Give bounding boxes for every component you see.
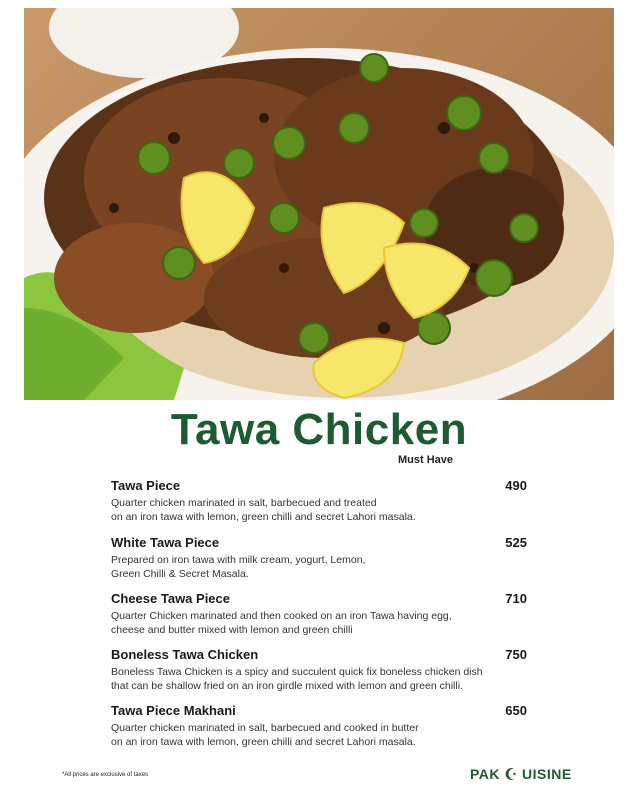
menu-item [111,703,531,749]
item-price: 650 [505,703,527,718]
brand-logo [470,766,572,782]
item-name: Cheese Tawa Piece [111,591,230,606]
item-description-line: on an iron tawa with lemon, green chilli and secret Lahori masala. [111,735,416,748]
brand-logo-text-right: UISINE [522,766,572,782]
item-description [111,554,491,581]
crescent-icon [504,767,518,781]
hero-food-photo [24,8,614,400]
menu-item [111,535,531,581]
item-description [111,610,491,637]
page-subtitle: Must Have [398,454,454,466]
item-description-line: cheese and butter mixed with lemon and green chilli [111,623,353,636]
item-description-line: Boneless Tawa Chicken is a spicy and succulent quick fix boneless chicken dish [111,666,483,678]
brand-logo-text-left: PAK [470,766,501,782]
item-name: Tawa Piece Makhani [111,703,236,718]
item-price: 750 [505,647,527,662]
item-description-line: Quarter chicken marinated in salt, barbecued and treated [111,497,377,509]
item-price: 710 [505,591,527,606]
item-price: 490 [505,478,527,493]
item-description-line: Quarter chicken marinated in salt, barbecued and cooked in butter [111,722,419,734]
tawa-chicken-illustration [24,8,614,400]
item-description [111,722,491,749]
item-description-line: Green Chilli & Secret Masala. [111,567,249,580]
item-name: Boneless Tawa Chicken [111,647,259,662]
item-description-line: on an iron tawa with lemon, green chilli and secret Lahori masala. [111,510,416,523]
menu-item [111,478,531,524]
page-title: Tawa Chicken [170,405,468,454]
item-description [111,666,491,693]
tax-footnote: *All prices are exclusive of taxes [62,772,149,778]
item-name: White Tawa Piece [111,535,220,550]
item-description-line: Prepared on iron tawa with milk cream, yogurt, Lemon, [111,554,366,566]
item-name: Tawa Piece [111,478,181,493]
menu-item [111,647,531,693]
item-description-line: Quarter Chicken marinated and then cooked on an iron Tawa having egg, [111,610,452,622]
item-price: 525 [505,535,527,550]
item-description-line: that can be shallow fried on an iron girdle mixed with lemon and green chilli. [111,679,463,692]
menu-item [111,591,531,637]
item-description [111,497,491,524]
